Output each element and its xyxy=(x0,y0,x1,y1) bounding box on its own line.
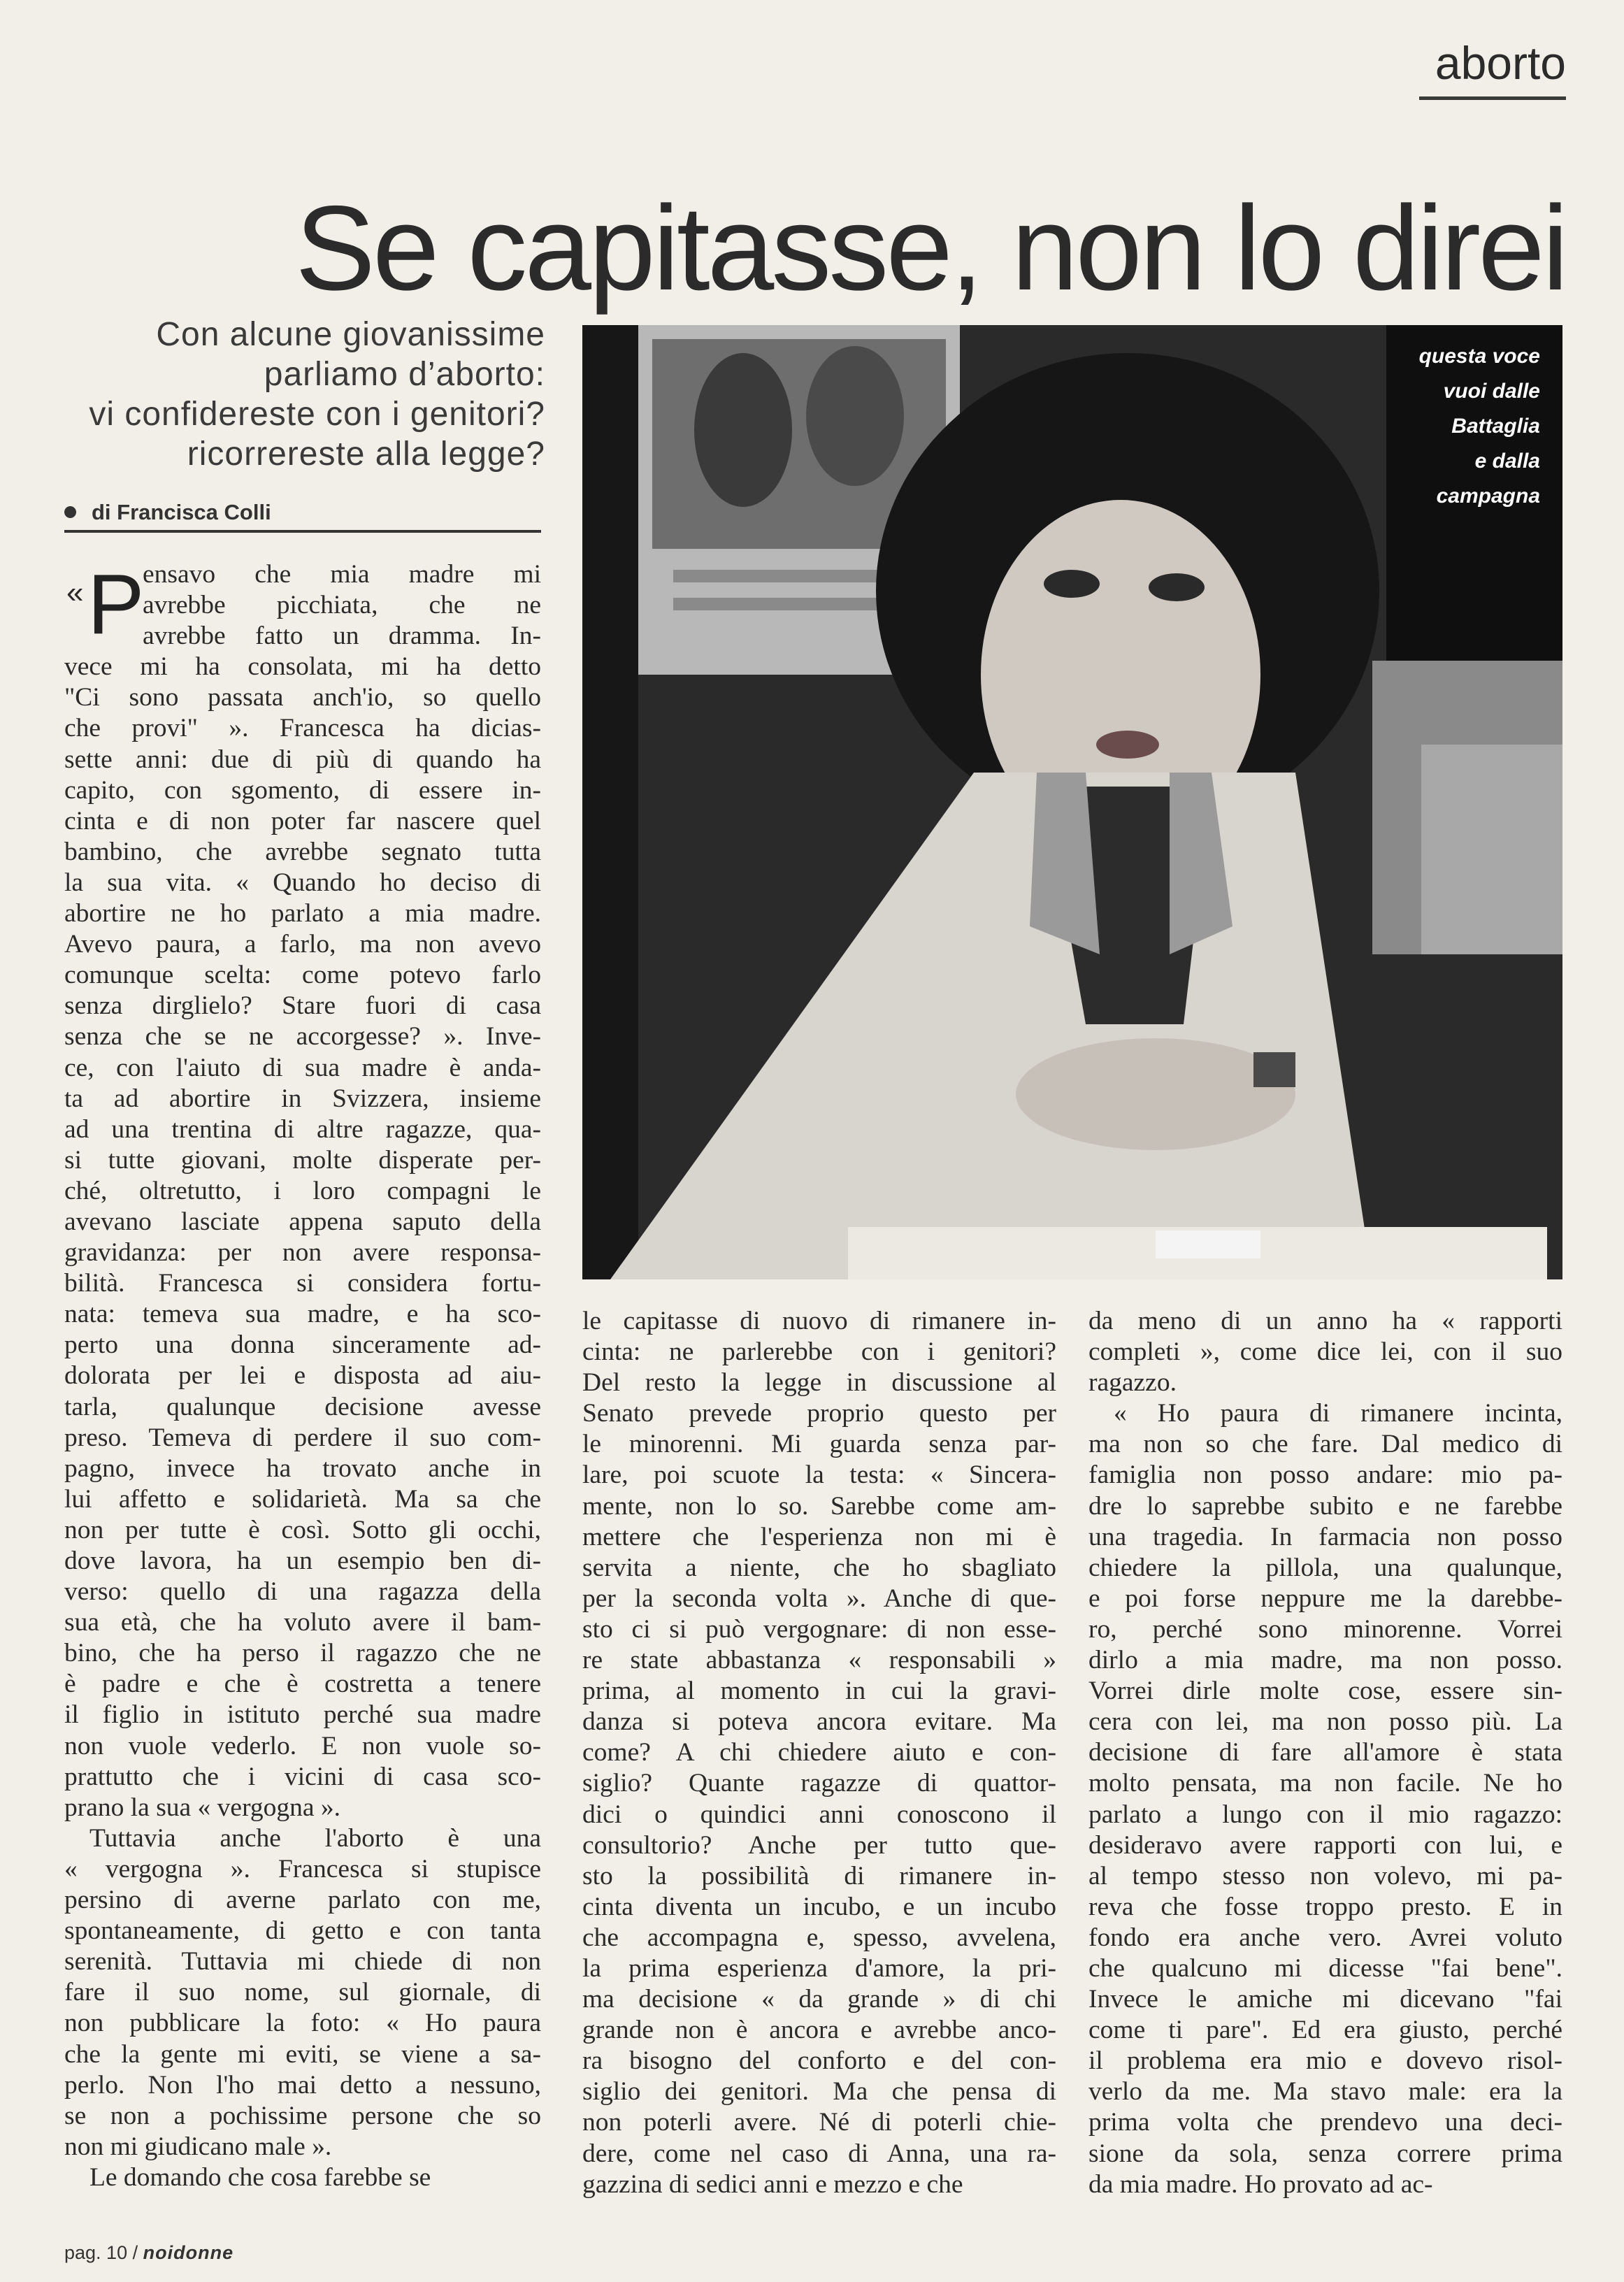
poster-line: e dalla xyxy=(1474,450,1540,473)
page-title: Se capitasse, non lo direi xyxy=(295,181,1566,315)
text-line: non poterli avere. Né di poterli chie- xyxy=(582,2108,1056,2137)
text-line: dre lo saprebbe subito e ne farebbe xyxy=(1088,1491,1562,1521)
poster-line: campagna xyxy=(1436,485,1540,508)
text-line: completi », come dice lei, con il suo xyxy=(1088,1337,1562,1367)
text-line: mettere che l'esperienza non mi è xyxy=(582,1522,1056,1551)
byline-text: di Francisca Colli xyxy=(92,500,271,524)
text-line: che provi" ». Francesca ha dicias- xyxy=(64,714,541,743)
text-line: senza dirglielo? Stare fuori di casa xyxy=(64,991,541,1021)
text-line: ta ad abortire in Svizzera, insieme xyxy=(64,1084,541,1113)
text-line: fondo era anche vero. Avrei voluto xyxy=(1088,1923,1562,1952)
text-line: Tuttavia anche l'aborto è una xyxy=(89,1823,541,1853)
page-footer xyxy=(64,2241,233,2265)
text-line: non mi giudicano male ». xyxy=(64,2132,332,2161)
text-line: senza che se ne accorgesse? ». Inve- xyxy=(64,1022,541,1052)
text-line: ra bisogno del conforto e del con- xyxy=(582,2046,1056,2076)
text-line: una tragedia. In farmacia non posso xyxy=(1088,1522,1562,1551)
text-line: tarla, qualunque decisione avesse xyxy=(64,1392,541,1421)
text-line: Le domando che cosa farebbe se xyxy=(89,2162,431,2192)
text-line: pagno, invece ha trovato anche in xyxy=(64,1454,541,1483)
text-line: è padre e che è costretta a tenere xyxy=(64,1670,541,1699)
text-line: « vergogna ». Francesca si stupisce xyxy=(64,1854,541,1883)
text-line: lui affetto e solidarietà. Ma sa che xyxy=(64,1484,541,1514)
text-line: Del resto la legge in discussione al xyxy=(582,1368,1056,1398)
text-line: sto la possibilità di rimanere in- xyxy=(582,1861,1056,1890)
text-line: avrebbe picchiata, che ne xyxy=(143,591,541,620)
text-line: ma non so che fare. Dal medico di xyxy=(1088,1430,1562,1459)
text-line: che qualcuno mi dicesse "fai bene". xyxy=(1088,1953,1562,1983)
text-line: persino di averne parlato con me, xyxy=(64,1886,541,1915)
text-line: le minorenni. Mi guarda senza par- xyxy=(582,1430,1056,1459)
text-line: parlato a lungo con il mio ragazzo: xyxy=(1088,1800,1562,1829)
text-line: capito, con sgomento, di essere in- xyxy=(64,775,541,805)
poster-text xyxy=(1386,339,1540,514)
text-line: prima volta che prendevo una deci- xyxy=(1088,2108,1562,2137)
text-line: bino, che ha perso il ragazzo che ne xyxy=(64,1639,541,1668)
text-line: fare il suo nome, sul giornale, di xyxy=(64,1978,541,2007)
text-line: cera con lei, ma non posso più. La xyxy=(1088,1707,1562,1737)
text-line: nata: temeva sua madre, e ha sco- xyxy=(64,1300,541,1329)
byline-rule xyxy=(64,530,541,533)
text-line: grande non è ancora e avrebbe anco- xyxy=(582,2016,1056,2045)
text-line: serenità. Tuttavia mi chiede di non xyxy=(64,1947,541,1976)
standfirst-line: parliamo d’aborto: xyxy=(264,356,545,393)
byline xyxy=(64,498,540,526)
text-line: il problema era mio e dovevo risol- xyxy=(1088,2046,1562,2076)
text-line: bambino, che avrebbe segnato tutta xyxy=(64,837,541,866)
text-line: verso: quello di una ragazza della xyxy=(64,1577,541,1607)
text-line: per la seconda volta ». Anche di que- xyxy=(582,1584,1056,1613)
article-photo xyxy=(582,325,1562,1279)
drop-cap-letter: P xyxy=(87,557,145,652)
text-line: ché, oltretutto, i loro compagni le xyxy=(64,1176,541,1205)
magazine-brand: noidonne xyxy=(143,2242,234,2263)
text-line: decisione di fare all'amore è stata xyxy=(1088,1738,1562,1767)
text-line: Vorrei dirle molte cose, essere sin- xyxy=(1088,1677,1562,1706)
text-line: servita a niente, che ho sbagliato xyxy=(582,1553,1056,1582)
drop-cap-quote: « xyxy=(66,575,84,610)
text-line: sua età, che ha voluto avere il bam- xyxy=(64,1608,541,1637)
text-line: comunque scelta: come potevo farlo xyxy=(64,961,541,990)
text-line: come? A chi chiedere aiuto e con- xyxy=(582,1738,1056,1767)
text-line: perlo. Non l'ho mai detto a nessuno, xyxy=(64,2070,541,2100)
text-line: siglio? Quante ragazze di quattor- xyxy=(582,1769,1056,1798)
text-line: cinta e di non poter far nascere quel xyxy=(64,806,541,835)
text-line: chiedere la pillola, una qualunque, xyxy=(1088,1553,1562,1582)
text-line: prattutto che i vicini di casa sco- xyxy=(64,1762,541,1791)
text-line: la sua vita. « Quando ho deciso di xyxy=(64,868,541,897)
text-line: dici o quindici anni conoscono il xyxy=(582,1800,1056,1829)
text-line: ma decisione « da grande » di chi xyxy=(582,1985,1056,2014)
text-line: molto pensata, ma non facile. Ne ho xyxy=(1088,1769,1562,1798)
text-line: preso. Temeva di perdere il suo com- xyxy=(64,1423,541,1452)
text-line: che accompagna e, spesso, avvelena, xyxy=(582,1923,1056,1952)
text-line: spontaneamente, di getto e con tanta xyxy=(64,1916,541,1946)
text-line: lare, poi scuote la testa: « Sincera- xyxy=(582,1461,1056,1490)
text-line: ragazzo. xyxy=(1088,1368,1177,1398)
text-line: dove lavora, ha un esempio ben di- xyxy=(64,1547,541,1575)
text-line: prima, al momento in cui la gravi- xyxy=(582,1677,1056,1706)
text-line: reva che fosse troppo presto. E in xyxy=(1088,1892,1562,1921)
text-line: bilità. Francesca si considera fortu- xyxy=(64,1269,541,1298)
text-line: perto una donna sinceramente ad- xyxy=(64,1330,541,1360)
section-rule xyxy=(1419,96,1566,100)
text-line: se non a pochissime persone che so xyxy=(64,2101,541,2130)
text-line: gazzina di sedici anni e mezzo e che xyxy=(582,2169,963,2199)
poster-line: vuoi dalle xyxy=(1443,380,1540,403)
text-line: siglio dei genitori. Ma che pensa di xyxy=(582,2077,1056,2107)
article-column-2 xyxy=(582,1306,1056,2200)
text-line: non vuole vederlo. E non vuole so- xyxy=(64,1731,541,1760)
text-line: e poi forse neppure me la darebbe- xyxy=(1088,1584,1562,1613)
text-line: al tempo stesso non volevo, mi pa- xyxy=(1088,1861,1562,1890)
bullet-icon xyxy=(64,506,76,518)
standfirst xyxy=(56,315,545,474)
text-line: cinta diventa un incubo, e un incubo xyxy=(582,1892,1056,1921)
text-line: abortire ne ho parlato a mia madre. xyxy=(64,899,541,928)
text-line: ce, con l'aiuto di sua madre è anda- xyxy=(64,1053,541,1082)
text-line: le capitasse di nuovo di rimanere in- xyxy=(582,1307,1056,1335)
text-line: dirlo a mia madre, ma non posso. xyxy=(1088,1646,1562,1675)
poster-line: questa voce xyxy=(1418,345,1540,368)
text-line: Invece le amiche mi dicevano "fai xyxy=(1088,1985,1562,2014)
text-line: ensavo che mia madre mi xyxy=(143,560,541,589)
text-line: da mia madre. Ho provato ad ac- xyxy=(1088,2169,1433,2199)
text-line: vece mi ha consolata, mi ha detto xyxy=(64,652,541,682)
text-line: non per tutte è così. Sotto gli occhi, xyxy=(64,1515,541,1544)
text-line: desideravo avere rapporti con lui, e xyxy=(1088,1830,1562,1860)
text-line: cinta: ne parlerebbe con i genitori? xyxy=(582,1337,1056,1367)
text-line: danza si poteva ancora evitare. Ma xyxy=(582,1707,1056,1737)
text-line: gravidanza: per non avere responsa- xyxy=(64,1238,541,1268)
article-column-3 xyxy=(1088,1306,1562,2200)
text-line: sto ci si può vergognare: di non esse- xyxy=(582,1614,1056,1644)
page-number: pag. 10 / xyxy=(64,2242,138,2263)
text-line: sette anni: due di più di quando ha xyxy=(64,745,541,774)
text-line: famiglia non posso andare: mio pa- xyxy=(1088,1461,1562,1490)
text-line: come ti pare". Ed era giusto, perché xyxy=(1088,2016,1562,2045)
text-line: dolorata per lei e disposta ad aiu- xyxy=(64,1361,541,1391)
text-line: il figlio in istituto perché sua madre xyxy=(64,1700,541,1730)
text-line: ro, perché sono minorenne. Vorrei xyxy=(1088,1614,1562,1644)
section-tag: aborto xyxy=(1435,37,1566,89)
text-line: Avevo paura, a farlo, ma non avevo xyxy=(64,930,541,959)
text-line: si tutte giovani, molte disperate per- xyxy=(64,1145,541,1175)
text-line: verlo da me. Ma stavo male: era la xyxy=(1088,2077,1562,2107)
text-line: che la gente mi eviti, se viene a sa- xyxy=(64,2039,541,2069)
poster-line: Battaglia xyxy=(1451,415,1540,438)
article-column-1 xyxy=(64,559,541,2193)
text-line: la prima esperienza d'amore, la pri- xyxy=(582,1953,1056,1983)
text-line: re state abbastanza « responsabili » xyxy=(582,1646,1056,1675)
text-line: "Ci sono passata anch'io, so quello xyxy=(64,683,541,712)
text-line: consultorio? Anche per tutto que- xyxy=(582,1830,1056,1860)
text-line: non pubblicare la foto: « Ho paura xyxy=(64,2009,541,2038)
standfirst-line: ricorrereste alla legge? xyxy=(187,436,545,473)
text-line: da meno di un anno ha « rapporti xyxy=(1088,1307,1562,1335)
text-line: mente, non lo so. Sarebbe come am- xyxy=(582,1491,1056,1521)
text-line: Senato prevede proprio questo per xyxy=(582,1399,1056,1428)
text-line: sione da sola, senza correre prima xyxy=(1088,2139,1562,2168)
standfirst-line: Con alcune giovanissime xyxy=(156,316,545,353)
text-line: prano la sua « vergogna ». xyxy=(64,1793,341,1822)
text-line: avevano lasciate appena saputo della xyxy=(64,1207,541,1236)
text-line: « Ho paura di rimanere incinta, xyxy=(1114,1399,1562,1428)
standfirst-line: vi confidereste con i genitori? xyxy=(89,396,545,433)
text-line: avrebbe fatto un dramma. In- xyxy=(143,622,541,651)
text-line: dere, come nel caso di Anna, una ra- xyxy=(582,2139,1056,2168)
text-line: ad una trentina di altre ragazze, qua- xyxy=(64,1114,541,1144)
